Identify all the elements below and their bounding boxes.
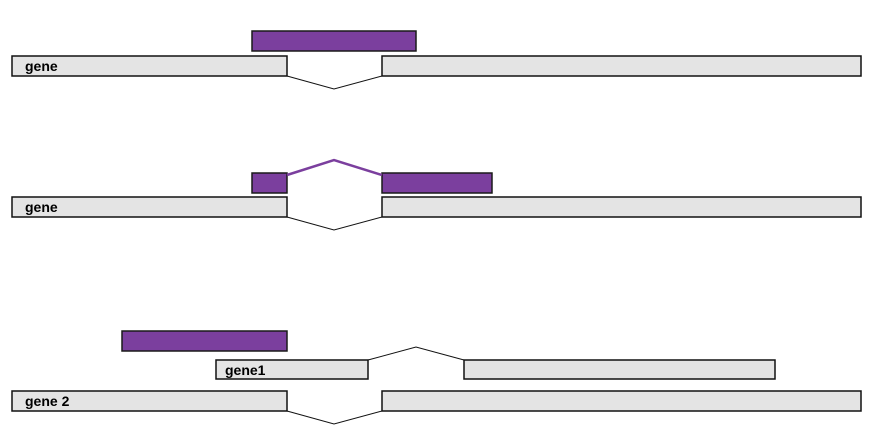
- read-bar: [122, 331, 287, 351]
- gene-label: gene: [25, 199, 58, 215]
- gene1-label: gene1: [225, 362, 266, 378]
- gene1-exon-2: [464, 360, 775, 379]
- gene-intron: [287, 76, 382, 89]
- gene-exon-2: [382, 197, 861, 217]
- gene-intron: [287, 217, 382, 230]
- panel-2-spliced-read: [12, 160, 861, 230]
- panel-3-overlapping-genes: [12, 331, 861, 424]
- gene-exon-2: [382, 56, 861, 76]
- read-segment-right: [382, 173, 492, 193]
- gene2-label: gene 2: [25, 393, 70, 409]
- gene-label: gene: [25, 58, 58, 74]
- read-junction: [287, 160, 382, 175]
- panel-1-unspliced-read: [12, 31, 861, 89]
- gene2-intron: [287, 411, 382, 424]
- read-bar: [252, 31, 416, 51]
- gene2-exon-2: [382, 391, 861, 411]
- read-segment-left: [252, 173, 287, 193]
- gene1-intron: [368, 347, 464, 360]
